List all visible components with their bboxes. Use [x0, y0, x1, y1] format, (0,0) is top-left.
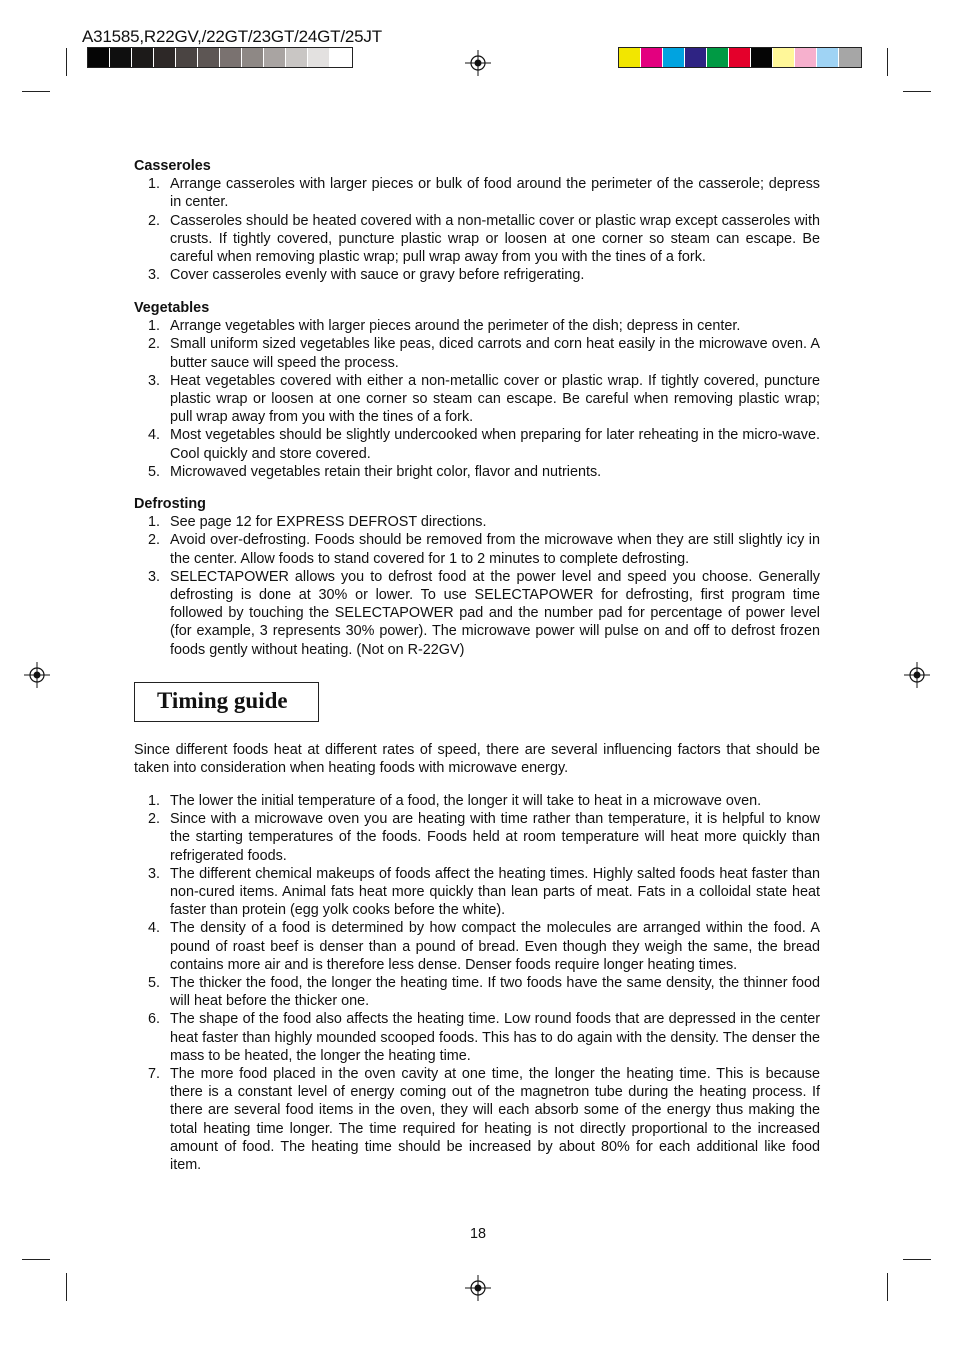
- color-swatch: [817, 48, 839, 67]
- list-item-text: Arrange vegetables with larger pieces around the perimeter of the dish; depress in center.: [170, 318, 741, 335]
- list-item-text: The different chemical makeups of foods affect the heating times. Highly salted foods heat faster than non-cured items. Animal fats heat more quickly than lean parts of meat. Fats in a colloidal state heat faster than protein (egg yolk cooks before the white).: [170, 865, 820, 919]
- color-swatch: [773, 48, 795, 67]
- color-swatch: [839, 48, 861, 67]
- list-item-text: Since with a microwave oven you are heating with time rather than temperature, it is helpful to know the starting temperatures of the foods. Foods held at room temperature will heat more quickly than refrigerated foods.: [170, 811, 820, 864]
- list-item-text: The more food placed in the oven cavity at one time, the longer the heating time. This is because there is a constant level of energy coming out of the magnetron tube during the heating process. If there are several food items in the oven, they will each absorb some of the energy thus making the total heating time longer. The time required for heating is not directly proportional to the increased amount of food. The heating time should be increased by about 80% for each additional like food item.: [170, 1066, 820, 1174]
- casseroles-section: [134, 157, 820, 284]
- registration-mark-icon: [465, 50, 491, 76]
- list-item: [134, 919, 820, 974]
- registration-mark-icon: [24, 662, 50, 688]
- crop-mark: [903, 1259, 931, 1260]
- list-item: [134, 865, 820, 920]
- list-item: [134, 372, 820, 427]
- timing-guide-section: [134, 792, 820, 1174]
- list-item-number: 5.: [148, 463, 161, 480]
- defrosting-section: [134, 495, 820, 659]
- list-item: [134, 426, 820, 462]
- color-swatch: [619, 48, 641, 67]
- list-item-text: Casseroles should be heated covered with a non-metallic cover or plastic wrap except casseroles with crusts. If tightly covered, puncture plastic wrap or loosen at one corner so steam can escape. Be careful when removing plastic wrap; pull wrap away from you with the tines of a fork.: [170, 212, 820, 266]
- list-item: [134, 513, 820, 531]
- color-swatch: [729, 48, 751, 67]
- crop-mark: [22, 1259, 50, 1260]
- model-code: A31585,R22GV,/22GT/23GT/24GT/25JT: [82, 27, 382, 46]
- color-swatch: [198, 48, 220, 67]
- list-item-number: 2.: [148, 212, 161, 229]
- list-item-number: 1.: [148, 318, 161, 335]
- timing-guide-heading: Timing guide: [134, 682, 319, 722]
- list-item: [134, 212, 820, 267]
- list-item-number: 3.: [148, 372, 161, 389]
- list-item-text: SELECTAPOWER allows you to defrost food at the power level and speed you choose. Generally defrosting is done at 30% or lower. To use SELECTAPOWER for defrosting, first program time followed by touching the SELECTAPOWER pad and the number pad for percentage of power level (for example, 3 represents 30% power). The microwave power will pulse on and off to defrost frozen foods gently without heating. (Not on R-22GV): [170, 568, 820, 658]
- color-swatch: [264, 48, 286, 67]
- list-item-text: The lower the initial temperature of a food, the longer it will take to heat in a microwave oven.: [170, 793, 762, 809]
- list-item-number: 6.: [148, 1011, 161, 1028]
- crop-mark: [887, 1273, 888, 1301]
- color-swatch: [110, 48, 132, 67]
- vegetables-section: [134, 299, 820, 481]
- list-item-number: 1.: [148, 514, 161, 531]
- list-item: [134, 810, 820, 865]
- crop-mark: [887, 48, 888, 76]
- list-item-number: 7.: [148, 1066, 161, 1083]
- color-swatch: [795, 48, 817, 67]
- list-item: [134, 335, 820, 371]
- list-item-text: Arrange casseroles with larger pieces or bulk of food around the perimeter of the casserole; depress in center.: [170, 176, 820, 211]
- color-swatch: [641, 48, 663, 67]
- list-item: [134, 266, 820, 284]
- list-item-number: 4.: [148, 427, 161, 444]
- color-swatch: [663, 48, 685, 67]
- vegetables-heading: Vegetables: [134, 300, 210, 316]
- list-item-number: 3.: [148, 267, 161, 284]
- color-calibration-bar: [618, 47, 862, 68]
- list-item-number: 2.: [148, 336, 161, 353]
- list-item: [134, 317, 820, 335]
- list-item-number: 3.: [148, 865, 161, 882]
- crop-mark: [66, 1273, 67, 1301]
- color-swatch: [176, 48, 198, 67]
- list-item: [134, 792, 820, 810]
- list-item: [134, 974, 820, 1010]
- list-item-number: 1.: [148, 793, 161, 809]
- list-item-number: 5.: [148, 975, 161, 992]
- color-swatch: [308, 48, 330, 67]
- list-item-number: 3.: [148, 568, 161, 585]
- casseroles-list: [134, 175, 820, 284]
- registration-mark-icon: [904, 662, 930, 688]
- list-item: [134, 1065, 820, 1174]
- list-item-text: The thicker the food, the longer the heating time. If two foods have the same density, the thinner food will heat before the thicker one.: [170, 975, 820, 1010]
- crop-mark: [903, 91, 931, 92]
- color-swatch: [330, 48, 352, 67]
- list-item-number: 4.: [148, 920, 161, 937]
- list-item-text: Small uniform sized vegetables like peas, diced carrots and corn heat easily in the microwave oven. A butter sauce will speed the process.: [170, 336, 820, 371]
- page-number: 18: [470, 1226, 487, 1242]
- list-item-number: 2.: [148, 811, 161, 828]
- list-item-text: The density of a food is determined by how compact the molecules are arranged within the food. A pound of roast beef is denser than a pound of bread. Even though they weigh the same, the bread contains more air and is therefore less dense. Denser foods require longer heating times.: [170, 920, 820, 973]
- color-swatch: [132, 48, 154, 67]
- crop-mark: [66, 48, 67, 76]
- list-item-number: 1.: [148, 176, 161, 193]
- color-swatch: [685, 48, 707, 67]
- list-item: [134, 175, 820, 211]
- casseroles-heading: Casseroles: [134, 158, 211, 174]
- list-item-text: Cover casseroles evenly with sauce or gravy before refrigerating.: [170, 267, 585, 284]
- list-item-text: Avoid over-defrosting. Foods should be removed from the microwave when they are still slightly icy in the center. Allow foods to stand covered for 1 to 2 minutes to complete defrosting.: [170, 532, 820, 567]
- list-item: [134, 568, 820, 659]
- list-item-number: 2.: [148, 532, 161, 549]
- defrosting-heading: Defrosting: [134, 496, 206, 512]
- timing-guide-list: [134, 792, 820, 1174]
- color-swatch: [242, 48, 264, 67]
- list-item-text: Heat vegetables covered with either a non-metallic cover or plastic wrap. If tightly covered, puncture plastic wrap or loosen at one corner so steam can escape. Be careful when removing plastic wrap; pull wrap away from you with the tines of a fork.: [170, 372, 820, 426]
- timing-guide-intro: [134, 741, 820, 777]
- color-swatch: [751, 48, 773, 67]
- color-swatch: [154, 48, 176, 67]
- defrosting-list: [134, 513, 820, 659]
- list-item-text: The shape of the food also affects the heating time. Low round foods that are depressed in the center heat faster than highly mounded scooped foods. This has to do again with the density. The denser the mass to be heated, the longer the heating time.: [170, 1011, 820, 1064]
- gray-calibration-bar: [87, 47, 353, 68]
- list-item: [134, 463, 820, 481]
- crop-mark: [22, 91, 50, 92]
- vegetables-list: [134, 317, 820, 481]
- color-swatch: [220, 48, 242, 67]
- color-swatch: [286, 48, 308, 67]
- list-item: [134, 1010, 820, 1065]
- list-item-text: Most vegetables should be slightly undercooked when preparing for later reheating in the micro-wave. Cool quickly and store covered.: [170, 427, 820, 462]
- list-item-text: See page 12 for EXPRESS DEFROST directions.: [170, 514, 487, 531]
- list-item-text: Microwaved vegetables retain their bright color, flavor and nutrients.: [170, 463, 602, 480]
- timing-guide-intro-text: Since different foods heat at different rates of speed, there are several influencing factors that should be taken into consideration when heating foods with microwave energy.: [134, 742, 820, 777]
- color-swatch: [707, 48, 729, 67]
- registration-mark-icon: [465, 1275, 491, 1301]
- color-swatch: [88, 48, 110, 67]
- list-item: [134, 531, 820, 567]
